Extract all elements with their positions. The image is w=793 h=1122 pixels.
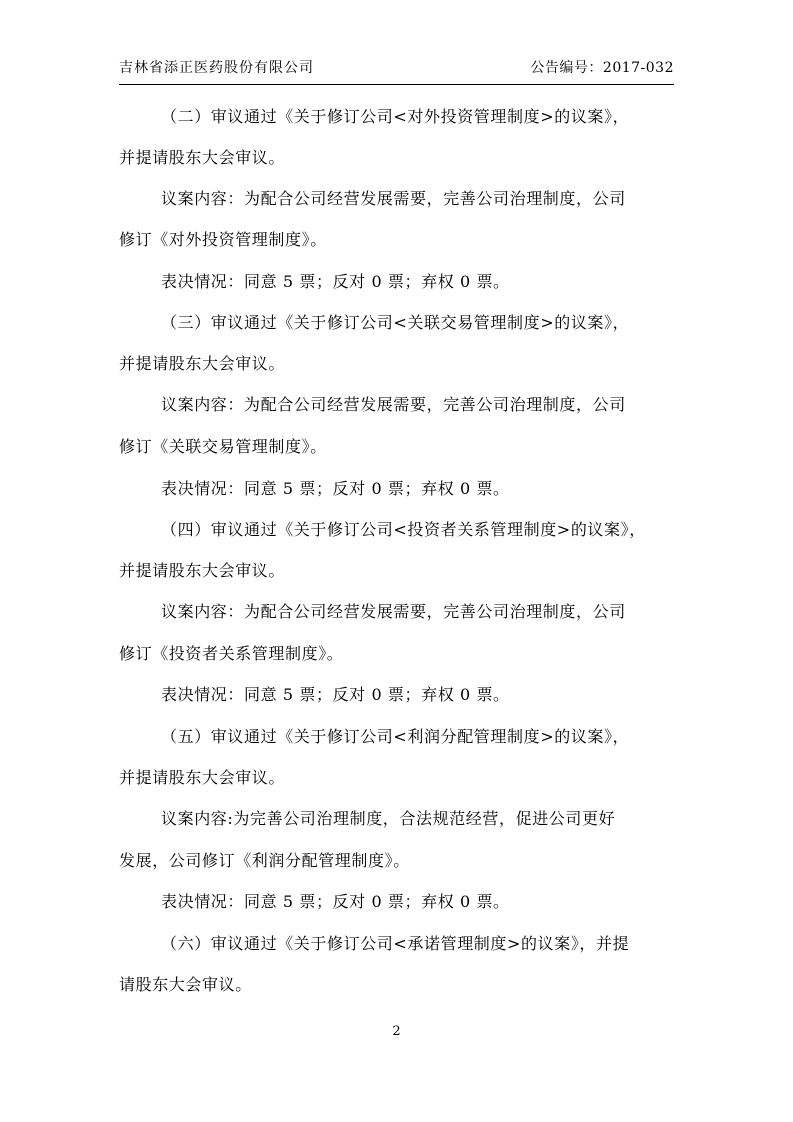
page-number: 2 <box>392 1024 401 1039</box>
paragraph-line: 议案内容：为配合公司经营发展需要，完善公司治理制度，公司 <box>161 602 626 621</box>
paragraph-line: 并提请股东大会审议。 <box>119 148 286 167</box>
company-name: 吉林省添正医药股份有限公司 <box>119 60 314 76</box>
paragraph-line: 并提请股东大会审议。 <box>119 561 286 580</box>
paragraph-line: 议案内容：为配合公司经营发展需要，完善公司治理制度，公司 <box>161 395 626 414</box>
paragraph-line: 议案内容：为配合公司经营发展需要，完善公司治理制度，公司 <box>161 189 626 208</box>
paragraph-line: 表决情况：同意 5 票；反对 0 票；弃权 0 票。 <box>161 685 510 704</box>
paragraph-line: （六）审议通过《关于修订公司<承诺管理制度>的议案》，并提 <box>161 934 630 953</box>
announcement-number: 公告编号：2017-032 <box>530 60 674 76</box>
page-header <box>119 57 674 83</box>
paragraph-line: （二）审议通过《关于修订公司<对外投资管理制度>的议案》， <box>161 107 630 126</box>
paragraph-line: 并提请股东大会审议。 <box>119 768 286 787</box>
paragraph-line: 请股东大会审议。 <box>119 975 252 994</box>
paragraph-line: 并提请股东大会审议。 <box>119 354 286 373</box>
paragraph-line: 表决情况：同意 5 票；反对 0 票；弃权 0 票。 <box>161 479 510 498</box>
paragraph-line: 表决情况：同意 5 票；反对 0 票；弃权 0 票。 <box>161 272 510 291</box>
paragraph-line: 发展，公司修订《利润分配管理制度》。 <box>119 851 410 870</box>
paragraph-line: （四）审议通过《关于修订公司<投资者关系管理制度>的议案》， <box>161 520 646 539</box>
paragraph-line: 修订《对外投资管理制度》。 <box>119 230 327 249</box>
paragraph-line: 表决情况：同意 5 票；反对 0 票；弃权 0 票。 <box>161 892 510 911</box>
paragraph-line: （五）审议通过《关于修订公司<利润分配管理制度>的议案》， <box>161 727 630 746</box>
header-divider <box>119 84 674 85</box>
paragraph-line: （三）审议通过《关于修订公司<关联交易管理制度>的议案》， <box>161 313 630 332</box>
paragraph-line: 修订《投资者关系管理制度》。 <box>119 644 344 663</box>
paragraph-line: 议案内容:为完善公司治理制度，合法规范经营，促进公司更好 <box>161 809 616 828</box>
paragraph-line: 修订《关联交易管理制度》。 <box>119 437 327 456</box>
